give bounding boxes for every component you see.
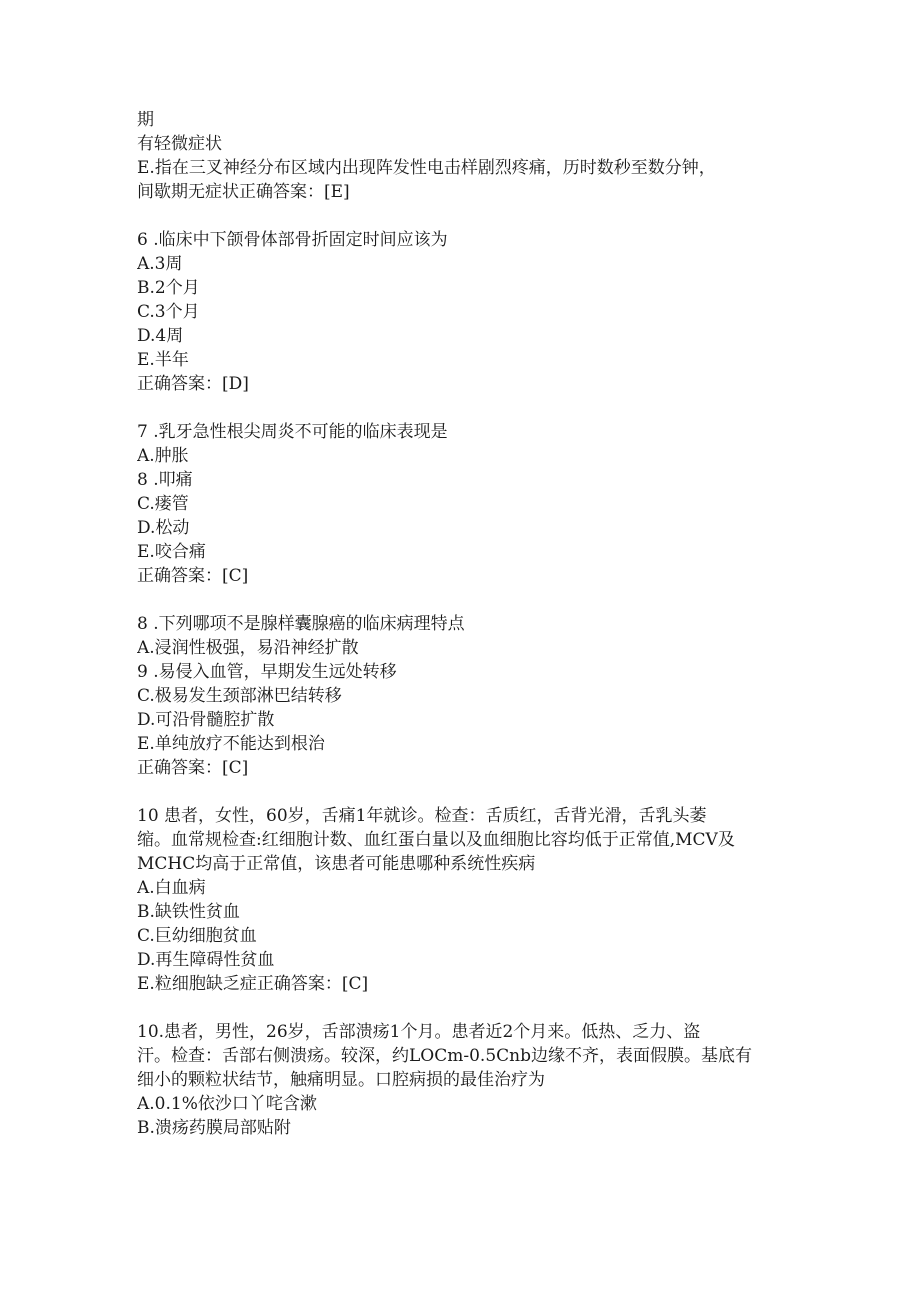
text-line: 有轻微症状 bbox=[137, 134, 222, 154]
text-line: C.极易发生颈部淋巴结转移 bbox=[137, 686, 342, 706]
text-line: B.溃疡药膜局部贴附 bbox=[137, 1118, 291, 1138]
blank-line bbox=[137, 780, 787, 804]
text-line: C.3个月 bbox=[137, 302, 200, 322]
text-line: C.瘘管 bbox=[137, 494, 189, 514]
text-line: A.0.1%依沙口丫咤含漱 bbox=[137, 1094, 317, 1114]
text-line: C.巨幼细胞贫血 bbox=[137, 926, 257, 946]
text-line: A.浸润性极强，易沿神经扩散 bbox=[137, 638, 359, 658]
text-line: 10.患者，男性，26岁，舌部溃疡1个月。患者近2个月来。低热、乏力、盗 bbox=[137, 1022, 701, 1042]
text-line: 正确答案：[D] bbox=[137, 374, 249, 394]
text-line: 缩。血常规检查:红细胞计数、血红蛋白量以及血细胞比容均低于正常值,MCV及 bbox=[137, 830, 735, 850]
text-line: 8 .叩痛 bbox=[137, 470, 193, 490]
text-line: A.3周 bbox=[137, 254, 183, 274]
text-line: E.单纯放疗不能达到根治 bbox=[137, 734, 325, 754]
text-line: 汗。检查：舌部右侧溃疡。较深，约LOCm-0.5Cnb边缘不齐，表面假膜。基底有 bbox=[137, 1046, 752, 1066]
text-line: D.再生障碍性贫血 bbox=[137, 950, 275, 970]
text-line: E.粒细胞缺乏症正确答案：[C] bbox=[137, 974, 369, 994]
text-line: E.指在三叉神经分布区域内出现阵发性电击样剧烈疼痛，历时数秒至数分钟， bbox=[137, 158, 716, 178]
blank-line bbox=[137, 204, 787, 228]
text-line: 正确答案：[C] bbox=[137, 566, 249, 586]
text-line: 期 bbox=[137, 110, 154, 130]
text-line: A.肿胀 bbox=[137, 446, 189, 466]
text-line: 8 .下列哪项不是腺样囊腺癌的临床病理特点 bbox=[137, 614, 465, 634]
text-line: D.松动 bbox=[137, 518, 190, 538]
blank-line bbox=[137, 588, 787, 612]
text-line: 正确答案：[C] bbox=[137, 758, 249, 778]
text-line: 10 患者，女性，60岁，舌痛1年就诊。检查：舌质红，舌背光滑，舌乳头萎 bbox=[137, 806, 707, 826]
blank-line bbox=[137, 996, 787, 1020]
text-line: MCHC均高于正常值，该患者可能患哪种系统性疾病 bbox=[137, 854, 536, 874]
blank-line bbox=[137, 396, 787, 420]
text-line: 细小的颗粒状结节，触痛明显。口腔病损的最佳治疗为 bbox=[137, 1070, 545, 1090]
text-line: 9 .易侵入血管，早期发生远处转移 bbox=[137, 662, 397, 682]
text-line: B.2个月 bbox=[137, 278, 200, 298]
text-line: B.缺铁性贫血 bbox=[137, 902, 240, 922]
text-line: D.4周 bbox=[137, 326, 184, 346]
text-line: 6 .临床中下颌骨体部骨折固定时间应该为 bbox=[137, 230, 448, 250]
text-line: D.可沿骨髓腔扩散 bbox=[137, 710, 275, 730]
text-line: E.半年 bbox=[137, 350, 189, 370]
text-line: E.咬合痛 bbox=[137, 542, 206, 562]
document-body bbox=[137, 108, 787, 1140]
text-line: 7 .乳牙急性根尖周炎不可能的临床表现是 bbox=[137, 422, 448, 442]
text-line: A.白血病 bbox=[137, 878, 206, 898]
text-line: 间歇期无症状正确答案：[E] bbox=[137, 182, 350, 202]
